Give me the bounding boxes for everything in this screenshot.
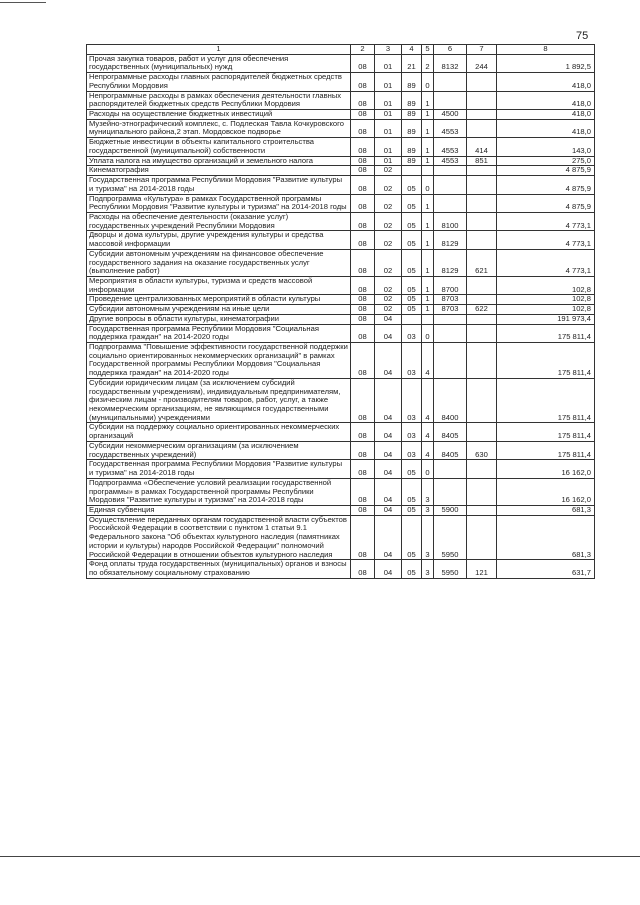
expense-type-code (467, 276, 497, 294)
subsection-code: 04 (375, 441, 402, 459)
target-item-code: 4553 (434, 119, 467, 137)
table-row (87, 378, 595, 423)
subprogram-code: 4 (422, 343, 434, 379)
program-code: 89 (402, 138, 422, 156)
program-code: 05 (402, 231, 422, 249)
expense-type-code (467, 378, 497, 423)
expense-type-code: 121 (467, 560, 497, 578)
program-code: 89 (402, 156, 422, 166)
amount-value: 1 892,5 (497, 54, 595, 72)
program-code: 05 (402, 305, 422, 315)
row-name: Непрограммные расходы главных распорядителей бюджетных средств Республики Мордовия (87, 73, 351, 91)
subsection-code: 04 (375, 423, 402, 441)
amount-value: 102,8 (497, 305, 595, 315)
subsection-code: 01 (375, 73, 402, 91)
target-item-code: 4553 (434, 138, 467, 156)
budget-table (86, 44, 595, 579)
section-code: 08 (351, 194, 375, 212)
section-code: 08 (351, 231, 375, 249)
table-row (87, 156, 595, 166)
target-item-code: 8405 (434, 441, 467, 459)
table-row (87, 505, 595, 515)
amount-value: 175 811,4 (497, 441, 595, 459)
program-code: 03 (402, 423, 422, 441)
subprogram-code: 4 (422, 378, 434, 423)
target-item-code (434, 478, 467, 505)
subsection-code: 02 (375, 176, 402, 194)
subprogram-code: 1 (422, 231, 434, 249)
amount-value: 175 811,4 (497, 378, 595, 423)
subsection-code: 02 (375, 249, 402, 276)
row-name: Расходы на осуществление бюджетных инвестиций (87, 110, 351, 120)
top-rule (0, 2, 46, 3)
section-code: 08 (351, 91, 375, 109)
target-item-code: 8405 (434, 423, 467, 441)
target-item-code (434, 91, 467, 109)
row-name: Уплата налога на имущество организаций и земельного налога (87, 156, 351, 166)
section-code: 08 (351, 110, 375, 120)
subsection-code: 01 (375, 91, 402, 109)
subprogram-code: 3 (422, 505, 434, 515)
amount-value: 4 875,9 (497, 176, 595, 194)
section-code: 08 (351, 460, 375, 478)
target-item-code (434, 314, 467, 324)
target-item-code: 8703 (434, 305, 467, 315)
subsection-code: 01 (375, 156, 402, 166)
subprogram-code: 1 (422, 110, 434, 120)
section-code: 08 (351, 295, 375, 305)
table-row (87, 314, 595, 324)
table-header-row (87, 45, 595, 55)
column-header: 3 (375, 45, 402, 55)
amount-value: 175 811,4 (497, 343, 595, 379)
table-row (87, 231, 595, 249)
section-code: 08 (351, 54, 375, 72)
subprogram-code: 3 (422, 560, 434, 578)
program-code: 89 (402, 110, 422, 120)
subsection-code: 04 (375, 560, 402, 578)
subprogram-code: 1 (422, 194, 434, 212)
row-name: Государственная программа Республики Мордовия "Развитие культуры и туризма" на 2014-2018 годы (87, 460, 351, 478)
column-header: 8 (497, 45, 595, 55)
row-name: Единая субвенция (87, 505, 351, 515)
amount-value: 175 811,4 (497, 423, 595, 441)
amount-value: 418,0 (497, 73, 595, 91)
amount-value: 418,0 (497, 119, 595, 137)
program-code: 05 (402, 176, 422, 194)
expense-type-code (467, 119, 497, 137)
target-item-code: 8400 (434, 378, 467, 423)
column-header: 4 (402, 45, 422, 55)
table-row (87, 441, 595, 459)
expense-type-code (467, 423, 497, 441)
subprogram-code: 0 (422, 73, 434, 91)
subsection-code: 01 (375, 138, 402, 156)
row-name: Музейно-этнографический комплекс, с. Подлеская Тавла Кочкуровского муниципального района,2 этап. Мордовское подворье (87, 119, 351, 137)
target-item-code: 5950 (434, 515, 467, 560)
target-item-code: 8703 (434, 295, 467, 305)
row-name: Подпрограмма "Повышение эффективности государственной поддержки социально ориентированных некоммерческих организаций" в рамках Государственной программы Республики Мордовия "Социальная поддержка граждан" на 2014-2020 годы (87, 343, 351, 379)
target-item-code (434, 343, 467, 379)
expense-type-code: 851 (467, 156, 497, 166)
section-code: 08 (351, 378, 375, 423)
amount-value: 4 773,1 (497, 212, 595, 230)
expense-type-code (467, 343, 497, 379)
expense-type-code: 244 (467, 54, 497, 72)
table-row (87, 460, 595, 478)
program-code: 05 (402, 460, 422, 478)
row-name: Государственная программа Республики Мордовия "Социальная поддержка граждан" на 2014-2020 годы (87, 324, 351, 342)
amount-value: 418,0 (497, 91, 595, 109)
program-code: 05 (402, 212, 422, 230)
subprogram-code: 1 (422, 295, 434, 305)
table-row (87, 119, 595, 137)
amount-value: 102,8 (497, 276, 595, 294)
program-code: 89 (402, 119, 422, 137)
expense-type-code (467, 231, 497, 249)
subsection-code: 02 (375, 231, 402, 249)
section-code: 08 (351, 324, 375, 342)
row-name: Государственная программа Республики Мордовия "Развитие культуры и туризма" на 2014-2018 годы (87, 176, 351, 194)
column-header: 1 (87, 45, 351, 55)
subsection-code: 01 (375, 119, 402, 137)
amount-value: 191 973,4 (497, 314, 595, 324)
subsection-code: 02 (375, 166, 402, 176)
subprogram-code: 1 (422, 276, 434, 294)
expense-type-code: 622 (467, 305, 497, 315)
section-code: 08 (351, 314, 375, 324)
subsection-code: 02 (375, 194, 402, 212)
expense-type-code (467, 176, 497, 194)
expense-type-code (467, 110, 497, 120)
amount-value: 631,7 (497, 560, 595, 578)
table-row (87, 91, 595, 109)
program-code: 03 (402, 378, 422, 423)
section-code: 08 (351, 441, 375, 459)
program-code: 03 (402, 441, 422, 459)
amount-value: 418,0 (497, 110, 595, 120)
expense-type-code (467, 166, 497, 176)
row-name: Субсидии юридическим лицам (за исключением субсидий государственным учреждениям), индивидуальным предпринимателям, физическим лицам - производителям товаров, работ, услуг, а также некоммерческим организациям, не являющимся государственными (муниципальными) учреждениями (87, 378, 351, 423)
program-code: 03 (402, 343, 422, 379)
table-row (87, 423, 595, 441)
subprogram-code: 4 (422, 441, 434, 459)
row-name: Фонд оплаты труда государственных (муниципальных) органов и взносы по обязательному социальному страхованию (87, 560, 351, 578)
section-code: 08 (351, 156, 375, 166)
program-code: 05 (402, 194, 422, 212)
section-code: 08 (351, 73, 375, 91)
program-code (402, 166, 422, 176)
section-code: 08 (351, 305, 375, 315)
row-name: Субсидии автономным учреждениям на финансовое обеспечение государственного задания на оказание государственных услуг (выполнение работ) (87, 249, 351, 276)
subsection-code: 02 (375, 305, 402, 315)
section-code: 08 (351, 515, 375, 560)
section-code: 08 (351, 505, 375, 515)
subsection-code: 01 (375, 54, 402, 72)
subprogram-code (422, 314, 434, 324)
section-code: 08 (351, 212, 375, 230)
table-row (87, 73, 595, 91)
column-header: 5 (422, 45, 434, 55)
program-code: 05 (402, 560, 422, 578)
expense-type-code (467, 194, 497, 212)
table-row (87, 110, 595, 120)
row-name: Субсидии автономным учреждениям на иные цели (87, 305, 351, 315)
program-code: 05 (402, 478, 422, 505)
target-item-code: 8100 (434, 212, 467, 230)
target-item-code: 8700 (434, 276, 467, 294)
row-name: Мероприятия в области культуры, туризма и средств массовой информации (87, 276, 351, 294)
subsection-code: 01 (375, 110, 402, 120)
section-code: 08 (351, 560, 375, 578)
target-item-code: 8132 (434, 54, 467, 72)
expense-type-code (467, 505, 497, 515)
subprogram-code: 1 (422, 119, 434, 137)
target-item-code (434, 324, 467, 342)
section-code: 08 (351, 343, 375, 379)
subprogram-code: 1 (422, 305, 434, 315)
subprogram-code: 0 (422, 324, 434, 342)
row-name: Подпрограмма «Культура» в рамках Государственной программы Республики Мордовия "Развитие культуры и туризма" на 2014-2018 годы (87, 194, 351, 212)
target-item-code: 4500 (434, 110, 467, 120)
row-name: Дворцы и дома культуры, другие учреждения культуры и средства массовой информации (87, 231, 351, 249)
section-code: 08 (351, 276, 375, 294)
row-name: Субсидии некоммерческим организациям (за исключением государственных учреждений) (87, 441, 351, 459)
expense-type-code (467, 478, 497, 505)
target-item-code (434, 176, 467, 194)
section-code: 08 (351, 166, 375, 176)
row-name: Проведение централизованных мероприятий в области культуры (87, 295, 351, 305)
subprogram-code: 1 (422, 212, 434, 230)
row-name: Прочая закупка товаров, работ и услуг для обеспечения государственных (муниципальных) нужд (87, 54, 351, 72)
program-code: 21 (402, 54, 422, 72)
program-code: 05 (402, 515, 422, 560)
table-row (87, 305, 595, 315)
page-number: 75 (576, 30, 589, 42)
target-item-code: 5900 (434, 505, 467, 515)
row-name: Бюджетные инвестиции в объекты капитального строительства государственной (муниципальной) собственности (87, 138, 351, 156)
row-name: Расходы на обеспечение деятельности (оказание услуг) государственных учреждений Республики Мордовия (87, 212, 351, 230)
program-code: 05 (402, 295, 422, 305)
table-row (87, 54, 595, 72)
table-row (87, 249, 595, 276)
amount-value: 4 773,1 (497, 249, 595, 276)
row-name: Осуществление переданных органам государственной власти субъектов Российской Федерации в соответствии с пунктом 1 статьи 9.1 Федерального закона "Об объектах культурного наследия (памятниках истории и культуры) народов Российской Федерации" полномочий Российской Федерации в отношении объектов культурного наследия (87, 515, 351, 560)
row-name: Непрограммные расходы в рамках обеспечения деятельности главных распорядителей бюджетных средств Республики Мордовия (87, 91, 351, 109)
subsection-code: 02 (375, 295, 402, 305)
row-name: Кинематография (87, 166, 351, 176)
amount-value: 16 162,0 (497, 460, 595, 478)
subprogram-code: 3 (422, 515, 434, 560)
section-code: 08 (351, 478, 375, 505)
subsection-code: 04 (375, 378, 402, 423)
subsection-code: 02 (375, 212, 402, 230)
program-code: 89 (402, 73, 422, 91)
subprogram-code: 1 (422, 156, 434, 166)
table-row (87, 138, 595, 156)
subsection-code: 04 (375, 324, 402, 342)
program-code: 05 (402, 505, 422, 515)
expense-type-code (467, 73, 497, 91)
expense-type-code: 621 (467, 249, 497, 276)
expense-type-code (467, 212, 497, 230)
subsection-code: 04 (375, 343, 402, 379)
program-code: 03 (402, 324, 422, 342)
subprogram-code: 0 (422, 176, 434, 194)
section-code: 08 (351, 138, 375, 156)
target-item-code (434, 460, 467, 478)
subprogram-code (422, 166, 434, 176)
table-row (87, 212, 595, 230)
column-header: 2 (351, 45, 375, 55)
amount-value: 16 162,0 (497, 478, 595, 505)
subsection-code: 04 (375, 515, 402, 560)
amount-value: 175 811,4 (497, 324, 595, 342)
amount-value: 143,0 (497, 138, 595, 156)
row-name: Подпрограмма «Обеспечение условий реализации государственной программы» в рамках Государственной программы Республики Мордовия "Развитие культуры и туризма" на 2014-2018 годы (87, 478, 351, 505)
subprogram-code: 1 (422, 249, 434, 276)
amount-value: 4 875,9 (497, 194, 595, 212)
amount-value: 4 773,1 (497, 231, 595, 249)
subprogram-code: 3 (422, 478, 434, 505)
section-code: 08 (351, 249, 375, 276)
expense-type-code (467, 91, 497, 109)
subsection-code: 04 (375, 314, 402, 324)
program-code (402, 314, 422, 324)
subsection-code: 02 (375, 276, 402, 294)
row-name: Другие вопросы в области культуры, кинематографии (87, 314, 351, 324)
target-item-code (434, 73, 467, 91)
expense-type-code (467, 314, 497, 324)
column-header: 7 (467, 45, 497, 55)
expense-type-code (467, 324, 497, 342)
section-code: 08 (351, 423, 375, 441)
table-row (87, 478, 595, 505)
table-row (87, 276, 595, 294)
target-item-code: 5950 (434, 560, 467, 578)
expense-type-code (467, 515, 497, 560)
table-row (87, 194, 595, 212)
subprogram-code: 4 (422, 423, 434, 441)
expense-type-code: 630 (467, 441, 497, 459)
table-row (87, 324, 595, 342)
target-item-code (434, 194, 467, 212)
expense-type-code (467, 460, 497, 478)
amount-value: 681,3 (497, 515, 595, 560)
subprogram-code: 0 (422, 460, 434, 478)
subprogram-code: 2 (422, 54, 434, 72)
subsection-code: 04 (375, 460, 402, 478)
subsection-code: 04 (375, 505, 402, 515)
table-row (87, 343, 595, 379)
subprogram-code: 1 (422, 91, 434, 109)
table-row (87, 515, 595, 560)
subprogram-code: 1 (422, 138, 434, 156)
program-code: 05 (402, 249, 422, 276)
bottom-rule (0, 856, 640, 857)
subsection-code: 04 (375, 478, 402, 505)
amount-value: 4 875,9 (497, 166, 595, 176)
table-row (87, 560, 595, 578)
target-item-code: 4553 (434, 156, 467, 166)
target-item-code (434, 166, 467, 176)
table-row (87, 176, 595, 194)
section-code: 08 (351, 176, 375, 194)
row-name: Субсидии на поддержку социально ориентированных некоммерческих организаций (87, 423, 351, 441)
amount-value: 275,0 (497, 156, 595, 166)
amount-value: 102,8 (497, 295, 595, 305)
amount-value: 681,3 (497, 505, 595, 515)
expense-type-code: 414 (467, 138, 497, 156)
target-item-code: 8129 (434, 249, 467, 276)
program-code: 89 (402, 91, 422, 109)
column-header: 6 (434, 45, 467, 55)
section-code: 08 (351, 119, 375, 137)
program-code: 05 (402, 276, 422, 294)
target-item-code: 8129 (434, 231, 467, 249)
